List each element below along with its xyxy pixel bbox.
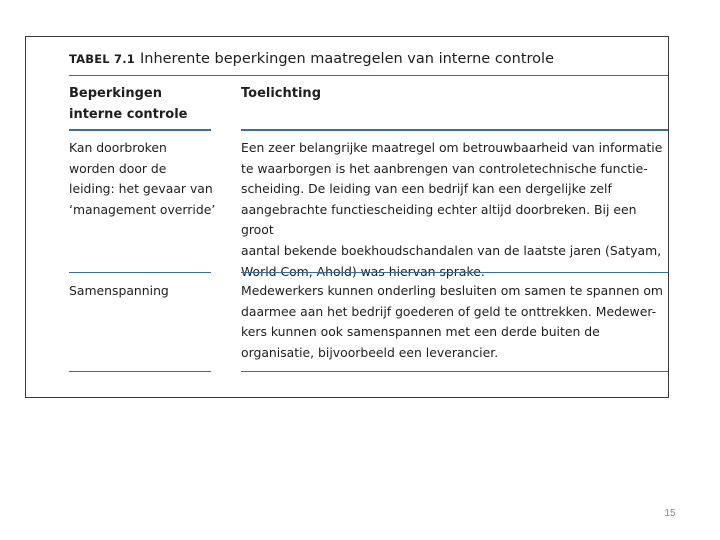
row-1-left-line: leiding: het gevaar van — [69, 181, 213, 197]
table-row-2-right — [241, 281, 671, 363]
header-left-line1: Beperkingen — [69, 86, 162, 101]
row-1-right-line: scheiding. De leiding van een bedrijf kan een dergelijke zelf — [241, 181, 612, 197]
page-number: 15 — [664, 508, 676, 519]
table-bottom-rule-right — [241, 371, 668, 372]
header-left-line2: interne controle — [69, 106, 188, 122]
table-number: TABEL 7.1 — [69, 52, 135, 66]
header-right — [241, 84, 671, 105]
table-row-2-left — [69, 281, 219, 302]
header-bottom-rule-right — [241, 129, 668, 131]
table-row-1-right — [241, 138, 671, 282]
row-2-right-line: daarmee aan het bedrijf goederen of geld te onttrekken. Medewer- — [241, 303, 657, 319]
header-right-label: Toelichting — [241, 86, 321, 101]
row-divider-right — [241, 272, 668, 273]
row-1-right-line: Een zeer belangrijke maatregel om betrouwbaarheid van informatie — [241, 140, 663, 155]
row-divider-left — [69, 272, 211, 273]
row-1-right-line: aangebrachte functiescheiding echter altijd doorbreken. Bij een groot — [241, 201, 637, 238]
row-1-right-line: aantal bekende boekhoudschandalen van de laatste jaren (Satyam, — [241, 242, 662, 258]
row-2-right-line: organisatie, bijvoorbeeld een leverancier. — [241, 344, 499, 360]
table-caption — [69, 48, 554, 67]
row-1-left-line: ‘management override’ — [69, 201, 216, 217]
header-left — [69, 84, 219, 125]
table-row-1-left — [69, 138, 219, 220]
row-2-left-line: Samenspanning — [69, 283, 169, 298]
row-1-left-line: worden door de — [69, 160, 167, 176]
table-title: Inherente beperkingen maatregelen van interne controle — [139, 51, 554, 67]
header-bottom-rule-left — [69, 129, 211, 131]
row-2-right-line: Medewerkers kunnen onderling besluiten om samen te spannen om — [241, 283, 664, 298]
title-rule — [211, 75, 668, 76]
row-1-left-line: Kan doorbroken — [69, 140, 167, 155]
row-1-right-line: te waarborgen is het aanbrengen van controletechnische functie- — [241, 160, 648, 176]
row-1-right-line: World Com, Ahold) was hiervan sprake. — [241, 263, 485, 279]
row-2-right-line: kers kunnen ook samenspannen met een derde buiten de — [241, 324, 600, 340]
table-image-frame — [25, 36, 669, 398]
header-top-rule-left — [69, 75, 211, 76]
table-bottom-rule-left — [69, 371, 211, 372]
